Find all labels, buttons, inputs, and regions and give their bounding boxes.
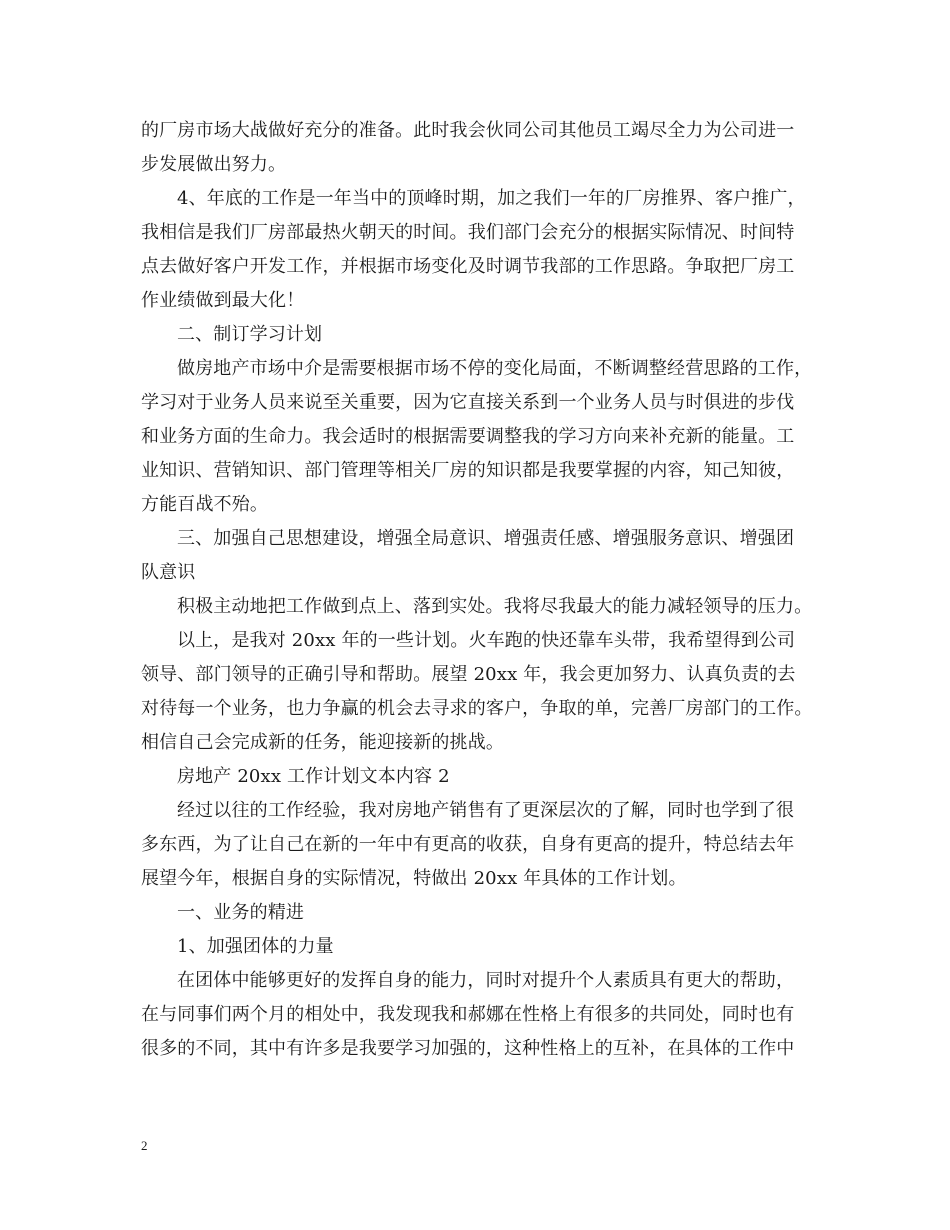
subsection-heading: 1、加强团体的力量	[177, 936, 334, 957]
section-heading: 二、制订学习计划	[177, 324, 323, 345]
text-line: 相信自己会完成新的任务，能迎接新的挑战。	[141, 732, 504, 753]
text-line: 业知识、营销知识、部门管理等相关厂房的知识都是我要掌握的内容，知己知彼，	[141, 460, 795, 481]
text-line: 的厂房市场大战做好充分的准备。此时我会伙同公司其他员工竭尽全力为公司进一	[141, 120, 795, 141]
text-line: 步发展做出努力。	[141, 154, 287, 175]
text-line: 很多的不同，其中有许多是我要学习加强的，这种性格上的互补，在具体的工作中	[141, 1038, 795, 1059]
paragraph-start: 经过以往的工作经验，我对房地产销售有了更深层次的了解，同时也学到了很	[177, 800, 795, 821]
document-body	[141, 114, 813, 1066]
text-line: 作业绩做到最大化！	[141, 290, 305, 311]
text-line: 点去做好客户开发工作，并根据市场变化及时调节我部的工作思路。争取把厂房工	[141, 256, 795, 277]
text-line: 领导、部门领导的正确引导和帮助。展望 20xx 年，我会更加努力、认真负责的去	[141, 664, 796, 685]
section-heading: 三、加强自己思想建设，增强全局意识、增强责任感、增强服务意识、增强团	[177, 528, 795, 549]
text-line: 和业务方面的生命力。我会适时的根据需要调整我的学习方向来补充新的能量。工	[141, 426, 795, 447]
paragraph-start: 以上，是我对 20xx 年的一些计划。火车跑的快还靠车头带，我希望得到公司	[177, 630, 796, 651]
text-line: 多东西，为了让自己在新的一年中有更高的收获，自身有更高的提升，特总结去年	[141, 834, 795, 855]
paragraph-start: 积极主动地把工作做到点上、落到实处。我将尽我最大的能力减轻领导的压力。	[177, 596, 813, 617]
text-line: 学习对于业务人员来说至关重要，因为它直接关系到一个业务人员与时俱进的步伐	[141, 392, 795, 413]
document-subtitle: 房地产 20xx 工作计划文本内容 2	[177, 766, 450, 787]
paragraph-start: 4、年底的工作是一年当中的顶峰时期，加之我们一年的厂房推界、客户推广，	[177, 188, 806, 209]
text-line: 队意识	[141, 562, 196, 583]
paragraph-start: 在团体中能够更好的发挥自身的能力，同时对提升个人素质具有更大的帮助，	[177, 970, 795, 991]
paragraph-start: 做房地产市场中介是需要根据市场不停的变化局面，不断调整经营思路的工作，	[177, 358, 813, 379]
text-line: 我相信是我们厂房部最热火朝天的时间。我们部门会充分的根据实际情况、时间特	[141, 222, 795, 243]
section-heading: 一、业务的精进	[177, 902, 305, 923]
text-line: 对待每一个业务，也力争赢的机会去寻求的客户，争取的单，完善厂房部门的工作。	[141, 698, 813, 719]
text-line: 在与同事们两个月的相处中，我发现我和郝娜在性格上有很多的共同处，同时也有	[141, 1004, 795, 1025]
text-line: 方能百战不殆。	[141, 494, 269, 515]
text-line: 展望今年，根据自身的实际情况，特做出 20xx 年具体的工作计划。	[141, 868, 687, 889]
page-number: 2	[141, 1138, 148, 1153]
